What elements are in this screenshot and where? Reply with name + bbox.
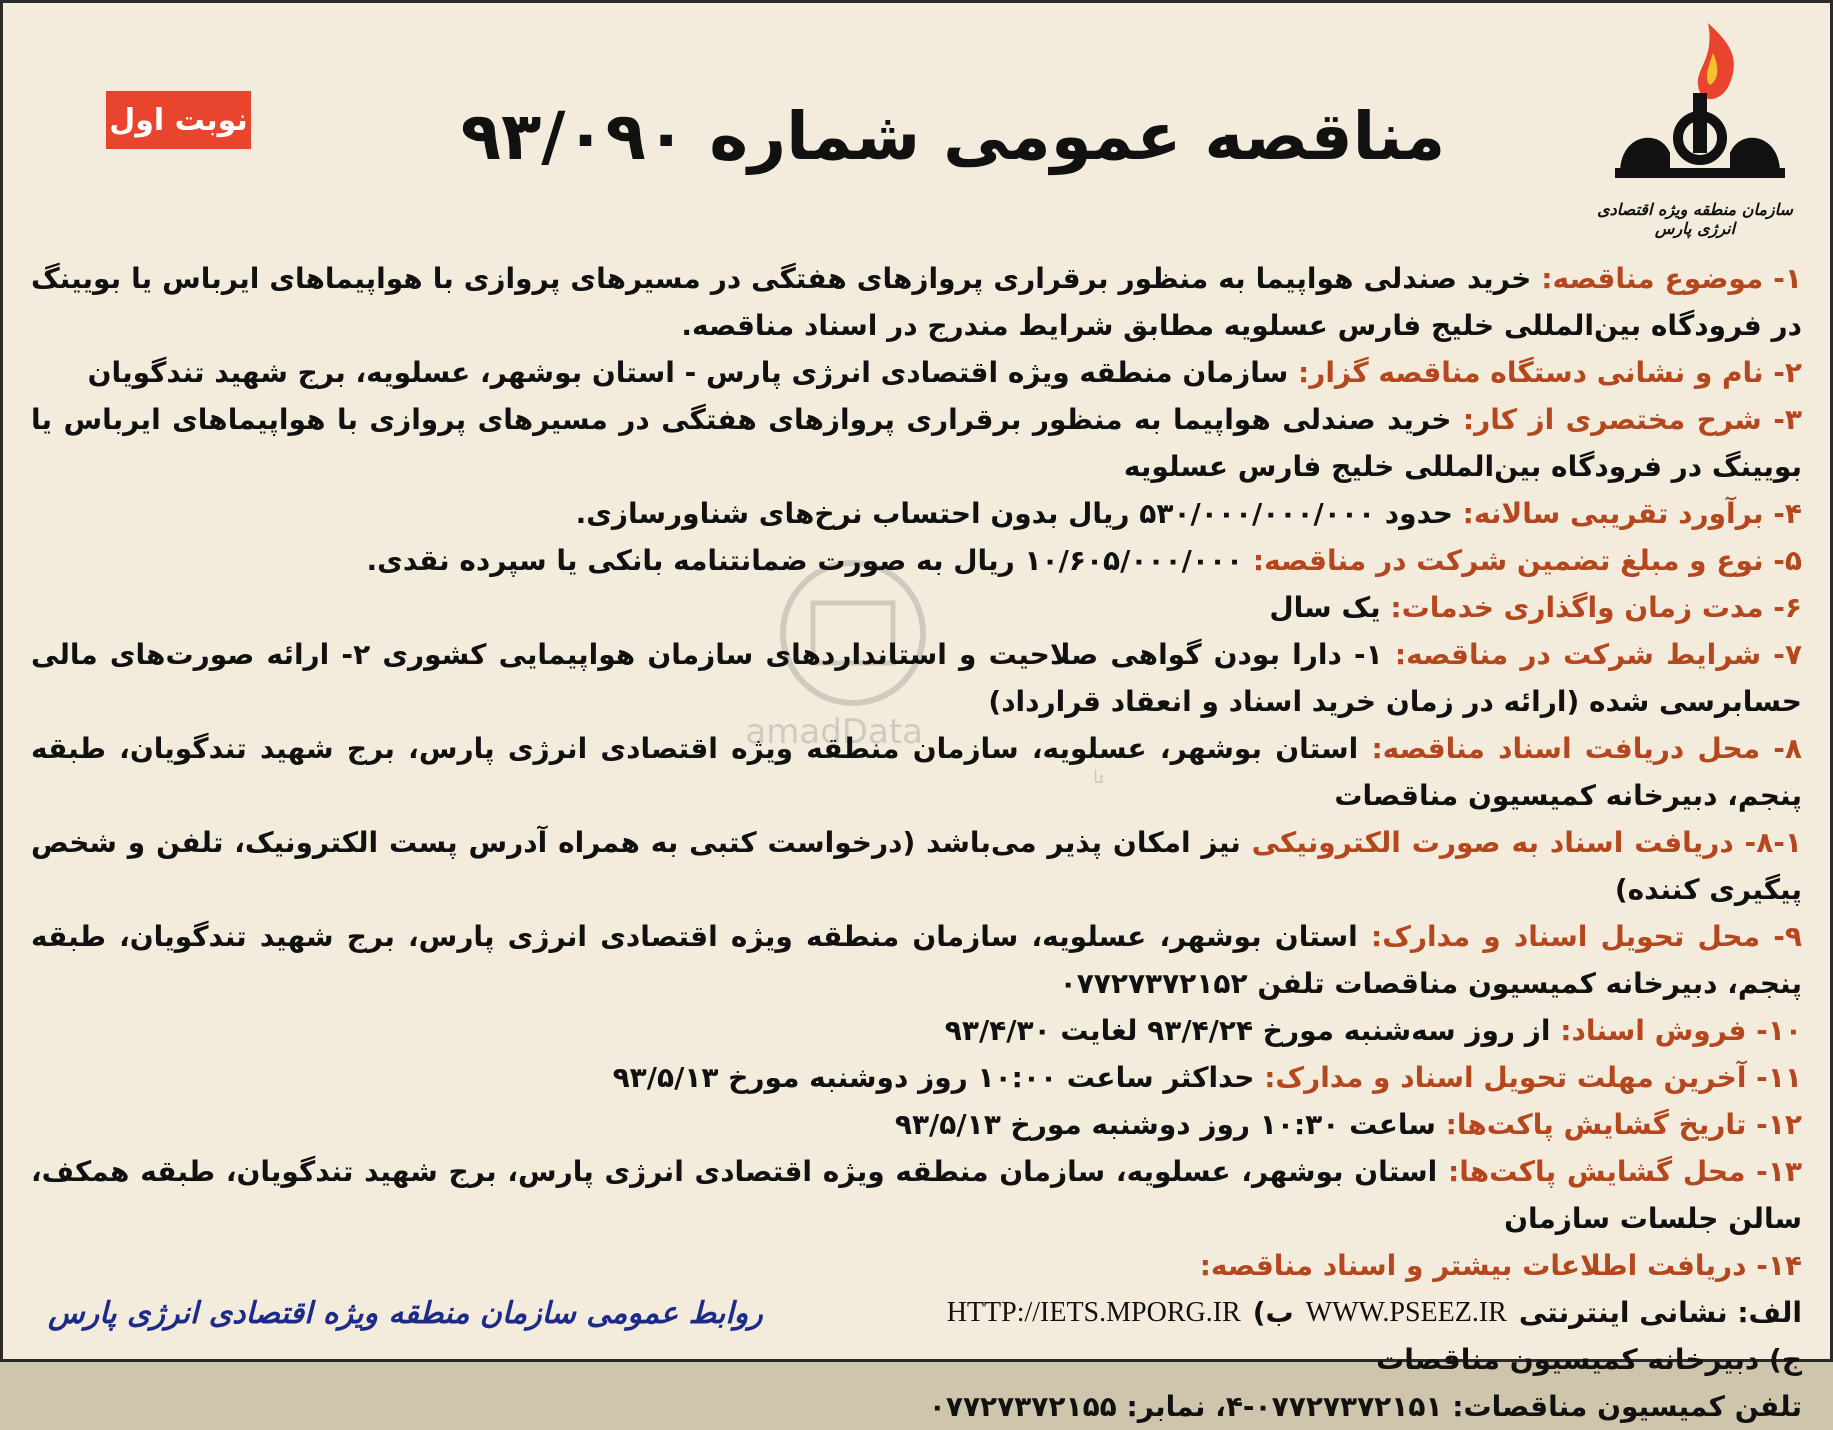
website-iets-link[interactable]: HTTP://IETS.MPORG.IR — [946, 1297, 1241, 1328]
item-7: ۷- شرایط شرکت در مناقصه: ۱- دارا بودن گواهی صلاحیت و استانداردهای سازمان هواپیمایی کشوری ۲- ارائه صورت‌های مالی حسابرسی شده (ارائه در زمان خرید اسناد و انعقاد قرارداد) — [31, 638, 1803, 718]
item-13: ۱۳- محل گشایش پاکت‌ها: استان بوشهر، عسلویه، سازمان منطقه ویژه اقتصادی انرژی پارس، برج شهید تندگویان، طبقه همکف، سالن جلسات سازمان — [31, 1155, 1802, 1235]
web-separator: ب) — [1252, 1296, 1294, 1329]
item-1: ۱- موضوع مناقصه: خرید صندلی هواپیما به منظور برقراری پروازهای هفتگی در مسیرهای پروازی با هواپیماهای ایرباس یا بویینگ در فرودگاه بین‌المللی خلیج فارس عسلویه مطابق شرایط مندرج در اسناد مناقصه. — [31, 262, 1802, 342]
item-8: ۸- محل دریافت اسناد مناقصه: استان بوشهر، عسلویه، سازمان منطقه ویژه اقتصادی انرژی پارس، برج شهید تندگویان، طبقه پنجم، دبیرخانه کمیسیون مناقصات — [31, 732, 1803, 812]
item-3: ۳- شرح مختصری از کار: خرید صندلی هواپیما به منظور برقراری پروازهای هفتگی در مسیرهای پروازی با هواپیماهای ایرباس یا بویینگ در فرودگاه بین‌المللی خلیج فارس عسلویه — [31, 403, 1802, 483]
item-2: ۲- نام و نشانی دستگاه مناقصه گزار: سازمان منطقه ویژه اقتصادی انرژی پارس - استان بوشهر، عسلویه، برج شهید تندگویان — [87, 356, 1802, 389]
watermark-subtitle: ا — [1093, 767, 1099, 788]
tender-office: ج) دبیرخانه کمیسیون مناقصات — [1376, 1343, 1802, 1376]
item-10: ۱۰- فروش اسناد: از روز سه‌شنبه مورخ ۹۳/۴/۲۴ لغایت ۹۳/۴/۳۰ — [944, 1014, 1802, 1047]
organization-logo — [1590, 13, 1800, 238]
item-11: ۱۱- آخرین مهلت تحویل اسناد و مدارک: حداکثر ساعت ۱۰:۰۰ روز دوشنبه مورخ ۹۳/۵/۱۳ — [612, 1061, 1802, 1094]
notice-body — [31, 255, 1802, 1430]
item-4: ۴- برآورد تقریبی سالانه: حدود ۵۳۰/۰۰۰/۰۰۰/۰۰۰ ریال بدون احتساب نرخ‌های شناورسازی. — [575, 497, 1802, 530]
notice-title: مناقصه عمومی شماره ۹۳/۰۹۰ — [460, 98, 1446, 175]
web-label: الف: نشانی اینترنتی — [1518, 1296, 1802, 1329]
item-5: ۵- نوع و مبلغ تضمین شرکت در مناقصه: ۱۰/۶۰۵/۰۰۰/۰۰۰ ریال به صورت ضمانتنامه بانکی یا سپرده نقدی. — [366, 544, 1802, 577]
item-14: ۱۴- دریافت اطلاعات بیشتر و اسناد مناقصه: — [1199, 1249, 1802, 1282]
logo-caption: سازمان منطقه ویژه اقتصادی انرژی پارس — [1597, 200, 1793, 238]
item-6: ۶- مدت زمان واگذاری خدمات: یک سال — [1269, 591, 1802, 624]
item-8-1: ۸-۱- دریافت اسناد به صورت الکترونیکی نیز امکان پذیر می‌باشد (درخواست کتبی به همراه آدرس پست الکترونیک، تلفن و شخص پیگیری کننده) — [31, 826, 1802, 906]
commission-phone: تلفن کمیسیون مناقصات: ۰۷۷۲۷۳۷۲۱۵۱-۴، نمابر: ۰۷۷۲۷۳۷۲۱۵۵ — [928, 1390, 1802, 1423]
first-insertion-badge: نوبت اول — [106, 91, 251, 149]
item-9: ۹- محل تحویل اسناد و مدارک: استان بوشهر، عسلویه، سازمان منطقه ویژه اقتصادی انرژی پارس، برج شهید تندگویان، طبقه پنجم، دبیرخانه کمیسیون مناقصات تلفن ۰۷۷۲۷۳۷۲۱۵۲ — [31, 920, 1802, 1000]
item-12: ۱۲- تاریخ گشایش پاکت‌ها: ساعت ۱۰:۳۰ روز دوشنبه مورخ ۹۳/۵/۱۳ — [894, 1108, 1802, 1141]
public-relations-signature: روابط عمومی سازمان منطقه ویژه اقتصادی انرژی پارس — [48, 1296, 763, 1331]
website-pseez-link[interactable]: WWW.PSEEZ.IR — [1305, 1297, 1507, 1328]
watermark-name: amadData — [745, 712, 923, 752]
flame-emblem-icon — [1590, 13, 1800, 193]
